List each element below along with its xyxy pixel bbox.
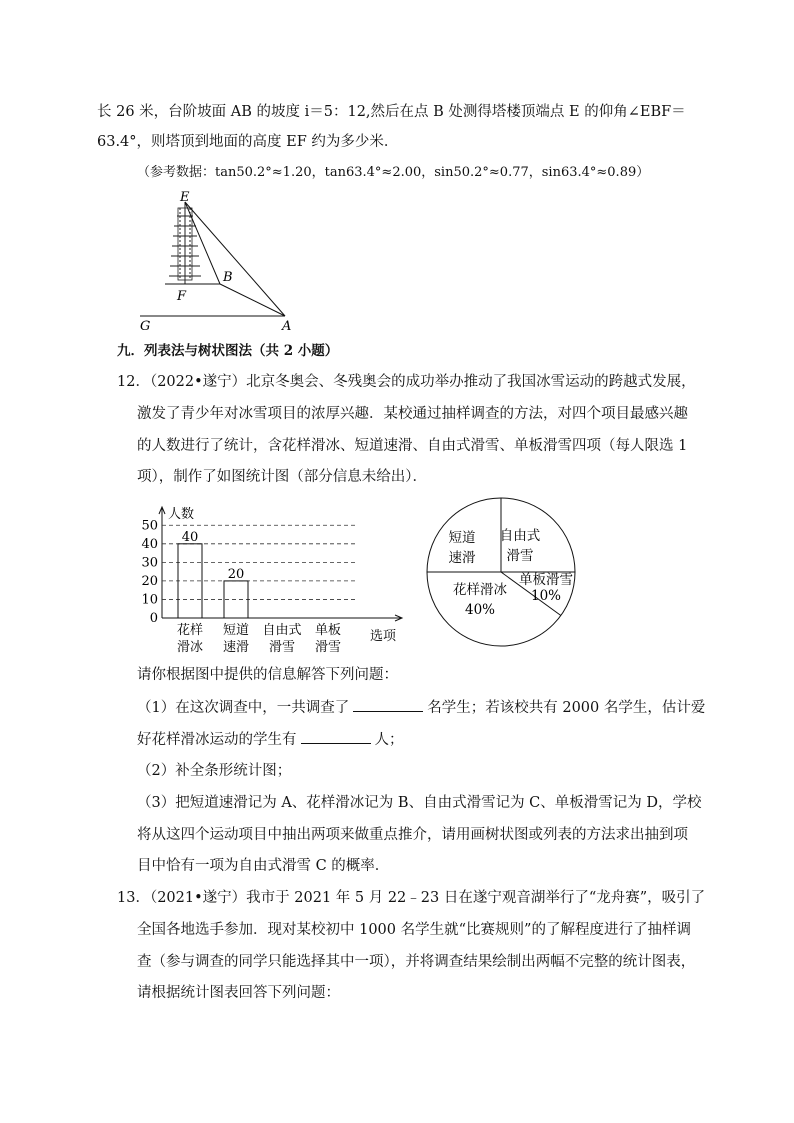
bar-chart (130, 500, 410, 660)
p12-q1-text-c: 好花样滑冰运动的学生有 (137, 732, 297, 748)
label-F: F (177, 289, 187, 304)
p12-prompt: 请你根据图中提供的信息解答下列问题： (137, 667, 398, 683)
p12-q1-blank-estimate[interactable] (301, 729, 371, 744)
p12-q3-line2: 将从这四个运动项目中抽出两项来做重点推介，请用画树状图或列表的方法求出抽到项 (137, 827, 688, 843)
x-tick-label: 滑雪 (268, 640, 296, 655)
tower-geometry-figure (130, 188, 300, 338)
label-A: A (282, 319, 292, 334)
p13-line2: 全国各地选手参加．现对某校初中 1000 名学生就“比赛规则”的了解程度进行了抽样调 (137, 922, 691, 938)
p11-reference-data: （参考数据：tan50.2°≈1.20，tan63.4°≈2.00，sin50.2°≈0.77，sin63.4°≈0.89） (137, 165, 650, 180)
p13-line1: 13．（2021•遂宁）我市于 2021 年 5 月 22﹣23 日在遂宁观音湖举行了“龙舟赛”，吸引了 (117, 890, 706, 906)
p12-q1-line2 (137, 729, 404, 750)
p13-line3: 查（参与调查的同学只能选择其中一项），并将调查结果绘制出两幅不完整的统计图表， (137, 954, 696, 970)
y-axis-label: 人数 (168, 507, 195, 522)
x-tick-label: 滑雪 (314, 640, 342, 655)
p12-q2: （2）补全条形统计图； (137, 763, 292, 779)
x-tick-label: 花样 (176, 623, 204, 638)
p12-q3-line1: （3）把短道速滑记为 A、花样滑冰记为 B、自由式滑雪记为 C、单板滑雪记为 D，学校 (137, 795, 702, 811)
bar-data-label: 40 (181, 529, 199, 545)
pie-chart (418, 494, 588, 660)
p12-line4: 项），制作了如图统计图（部分信息未给出）． (137, 469, 427, 485)
p12-q1-blank-total[interactable] (353, 697, 423, 712)
p11-line1: 长 26 米，台阶坡面 AB 的坡度 i＝5：12,然后在点 B 处测得塔楼顶端点 E 的仰角∠EBF＝ (97, 104, 686, 120)
pie-slice-percent: 10% (530, 588, 562, 604)
x-tick-label: 滑冰 (176, 640, 204, 655)
section-9-heading: 九．列表法与树状图法（共 2 小题） (117, 343, 339, 359)
pie-slice-percent: 40% (464, 602, 496, 618)
p12-q1-text-b: 名学生；若该校共有 2000 名学生，估计爱 (427, 700, 706, 716)
x-tick-label: 自由式 (262, 623, 302, 638)
y-tick-label: 20 (141, 573, 158, 589)
x-tick-label: 短道 (222, 623, 250, 638)
bar-data-label: 20 (227, 566, 245, 582)
p11-line2: 63.4°，则塔顶到地面的高度 EF 约为多少米． (97, 134, 399, 150)
pie-slice-label: 单板滑雪 (519, 572, 573, 588)
pie-slice-label: 花样滑冰 (453, 582, 507, 598)
y-tick-label: 10 (141, 592, 158, 608)
label-E: E (180, 190, 190, 205)
p12-q1-text-d: 人； (374, 732, 404, 748)
pie-slice-label: 短道 (448, 530, 476, 546)
x-axis-label: 选项 (370, 629, 397, 644)
figure-lines (140, 202, 285, 316)
p12-q1-text-a: （1）在这次调查中，一共调查了 (137, 700, 350, 716)
p12-q1-line1 (137, 697, 705, 718)
pie-slice-label: 自由式 (499, 528, 541, 544)
pie-slice-label: 滑雪 (506, 548, 534, 564)
p12-line3: 的人数进行了统计，含花样滑冰、短道速滑、自由式滑雪、单板滑雪四项（每人限选 1 (137, 438, 688, 454)
p13-line4: 请根据统计图表回答下列问题： (137, 985, 340, 1001)
x-tick-label: 单板 (314, 623, 342, 638)
p12-line1: 12．（2022•遂宁）北京冬奥会、冬残奥会的成功举办推动了我国冰雪运动的跨越式发展， (117, 374, 696, 390)
y-tick-label: 0 (149, 611, 158, 626)
y-tick-label: 30 (141, 555, 158, 571)
label-B: B (223, 270, 233, 285)
x-tick-label: 速滑 (222, 640, 250, 655)
y-tick-label: 40 (141, 536, 158, 552)
pie-slice-label: 速滑 (448, 550, 476, 566)
p12-q3-line3: 目中恰有一项为自由式滑雪 C 的概率． (137, 858, 390, 874)
y-tick-label: 50 (141, 518, 158, 534)
label-G: G (140, 319, 151, 334)
p12-line2: 激发了青少年对冰雪项目的浓厚兴趣．某校通过抽样调查的方法，对四个项目最感兴趣 (137, 406, 688, 422)
